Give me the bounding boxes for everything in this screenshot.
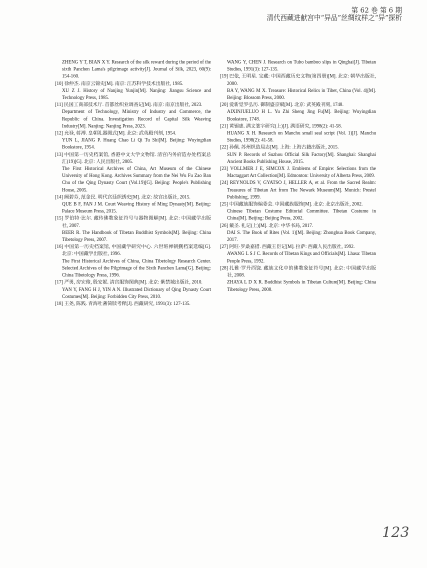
- reference-citation: [13] 中国第一历史档案馆, 香港中文大学文物馆. 清宫内务府造办处档案总汇(19)[G]. 北京: 人民出版社, 2005.: [55, 151, 211, 165]
- reference-column-right: [220, 59, 376, 293]
- reference-entry: [220, 265, 376, 293]
- reference-translation: AWANG L S J C. Records of Tibetan Kings and Officials[M]. Lhasa: Tibetan People Press, 1992.: [227, 251, 376, 264]
- volume-issue: 第 62 卷 第 6 期: [351, 6, 402, 15]
- reference-entry: [220, 59, 376, 73]
- page-number: 123: [382, 525, 410, 541]
- reference-translation: WANG Y, CHEN J. Research on Tubo bamboo slips in Qinghai[J]. Tibetan Studies, 1991(3): 127-135.: [227, 59, 376, 73]
- reference-citation: [20] 爱新觉罗弘历. 御制盛京赋[M]. 北京: 武英殿刊刻, 1748.: [220, 102, 344, 108]
- reference-translation: XU Z J. History of Nanjing Yunjin[M]. Nanjing: Jiangsu Science and Technology Press, 1985.: [62, 87, 211, 101]
- reference-citation: [12] 允禄, 蒋溥. 皇朝礼器图式[M]. 北京: 武英殿刊刻, 1954.: [55, 130, 177, 137]
- reference-citation: [27] 阿旺·罗桑嘉措. 西藏王臣记[M]. 拉萨: 西藏人民出版社, 1992.: [220, 244, 355, 250]
- reference-translation: AIXINJUELUO H L. Yu Zhi Sheng Jing Fu[M]. Beijing: Wuyingdian Bookstore, 1748.: [227, 109, 376, 122]
- reference-citation: [26] 戴圣. 礼记(上)[M]. 北京: 中华书局, 2017.: [220, 222, 314, 229]
- reference-translation: BA Y, WANG M X. Treasure: Historical Relics in Tibet, China (Vol. 4)[M]. Beijing: Blossom Press, 2000.: [227, 87, 376, 101]
- reference-entry: [55, 59, 211, 80]
- reference-entry: [220, 201, 376, 222]
- reference-translation: ZHAYA L D X R. Buddhist Symbols in Tibetan Culture[M]. Beijing: China Tibetology Press, 2008.: [227, 279, 376, 293]
- reference-citation: [28] 扎雅·罗丹西饶. 藏族文化中的佛教象征符号[M]. 北京: 中国藏学出版社, 2008.: [220, 265, 376, 279]
- reference-translation: The First Historical Archives of China, China Tibetology Research Center. Selected Archives of the Pilgrimage of the Sixth Panchen Lama[G]. Beijing: China Tibetology Press, 1996.: [62, 258, 211, 279]
- reference-translation: The First Historical Archives of China, Art Museum of the Chinese University of Hong Kong. Archives Summary from the Nei Wu Fu Zao Ban Chu of the Qing Dynasty Court (Vol.19)[G]. Beijing: People's Publishing House, 2005.: [62, 166, 211, 193]
- reference-entry: [55, 102, 211, 130]
- reference-citation: [18] 王尧, 陈践. 青海吐蕃简牍考释[J]. 西藏研究, 1991(3): 127-135.: [55, 300, 191, 307]
- reference-entry: [220, 244, 376, 265]
- reference-entry: [55, 279, 211, 300]
- reference-entry: [220, 123, 376, 144]
- reference-entry: [55, 244, 211, 280]
- reference-column-left: [55, 59, 211, 308]
- reference-entry: [220, 102, 376, 123]
- reference-entry: [220, 222, 376, 243]
- reference-citation: [21] 黄锡惠. 满文篆字研究(上)[J]. 满语研究, 1998(2): 41-58.: [220, 123, 342, 129]
- reference-citation: [15] 罗伯特·比尔. 藏传佛教象征符号与器物图解[M]. 北京: 中国藏学出版社, 2007.: [55, 215, 211, 229]
- reference-citation: [11] 民国工商部技术厅. 首都丝织业调查记[M]. 南京: 南京出版社, 2023.: [55, 102, 203, 108]
- reference-citation: [22] 孙佩. 苏州织造局志[M]. 上海: 上海古籍出版社, 2015.: [220, 144, 339, 151]
- running-header: [192, 7, 402, 22]
- reference-translation: ZHENG Y T, BIAN X Y. Research of the silk reward during the period of the sixth Panchen Lama's pilgrimage activity[J]. Journal of Silk, 2023, 60(9): 154-160.: [62, 59, 211, 80]
- reference-citation: [19] 巴依, 王明星. 宝藏: 中国西藏历史文物(第四册)[M]. 北京: 朝华出版社, 2000.: [220, 73, 376, 87]
- reference-translation: YUN L, JIANG P. Huang Chao Li Qi Tu Shi[M]. Beijing: Wuyingdian Bookstore, 1954.: [62, 137, 211, 151]
- reference-translation: DAI S. The Book of Rites (Vol. 1)[M]. Beijing: Zhonghua Book Company, 2017.: [227, 229, 376, 243]
- reference-entry: [55, 130, 211, 151]
- reference-citation: [23] VOLLMER J E, SIMCOX J. Emblems of Empire: Selections from the Mactaggart Art Collection[M]. Edmonton: University of Alberta Press, 2009.: [220, 166, 376, 179]
- reference-translation: SUN P. Records of Suzhou Official Silk Factory[M]. Shanghai: Shanghai Ancient Books Publishing House, 2015.: [227, 151, 376, 165]
- reference-entry: [220, 73, 376, 101]
- reference-translation: BEER R. The Handbook of Tibetan Buddhist Symbols[M]. Beijing: China Tibetology Press, 2007.: [62, 229, 211, 243]
- reference-entry: [55, 151, 211, 194]
- reference-translation: HUANG X H. Research on Manchu small seal script (Vol. 1)[J]. Manchu Studies, 1998(2): 41-58.: [227, 130, 376, 144]
- reference-citation: [17] 严勇, 房宏俊, 殷安妮. 清宫服饰图典[M]. 北京: 紫禁城出版社, 2010.: [55, 279, 203, 286]
- reference-citation: [25] 中国藏族服饰编委会. 中国藏族服饰[M]. 北京: 北京出版社, 2002.: [220, 201, 363, 208]
- reference-citation: [10] 徐仲杰. 南京云锦史[M]. 南京: 江苏科学技术出版社, 1985.: [55, 80, 184, 87]
- reference-translation: YAN Y, FANG H J, YIN A N. Illustrated Dictionary of Qing Dynasty Court Costumes[M]. Beijing: Forbidden City Press, 2010.: [62, 286, 211, 300]
- reference-entry: [55, 80, 211, 101]
- reference-citation: [14] 阙碧芬, 范金民. 明代宫廷织绣史[M]. 北京: 故宫出版社, 2015.: [55, 194, 191, 200]
- reference-citation: [16] 中国第一历史档案馆, 中国藏学研究中心. 六世班禅朝觐档案选编[G]. 北京: 中国藏学出版社, 1996.: [55, 244, 211, 257]
- reference-entry: [55, 300, 211, 307]
- reference-citation: [24] REYNOLDS V, GYATSO J, HELLER A, et al. From the Sacred Realm: Treasures of Tibetan Art from The Newark Museum[M]. Munich: Prestel Publishing, 1999.: [220, 180, 376, 200]
- reference-entry: [220, 144, 376, 165]
- reference-translation: Chinese Tibetan Costume Editorial Committee. Tibetan Costume in China[M]. Beijing: Beijing Press, 2002.: [227, 208, 376, 222]
- reference-entry: [55, 215, 211, 243]
- reference-entry: [220, 180, 376, 201]
- reference-entry: [220, 166, 376, 180]
- reference-translation: QUE B F, FAN J M. Court Weaving History of Ming Dynasty[M]. Beijing: Palace Museum Press, 2015.: [62, 201, 211, 215]
- running-title: 清代西藏进献宫中“异品”丝绸纹样之“异”探析: [266, 14, 402, 22]
- reference-entry: [55, 194, 211, 215]
- reference-translation: Department of Technology, Ministry of Industry and Commerce, the Republic of China. Investigation Record of Capital Silk Weaving Industry[M]. Nanjing: Nanjing Press, 2023.: [62, 109, 211, 129]
